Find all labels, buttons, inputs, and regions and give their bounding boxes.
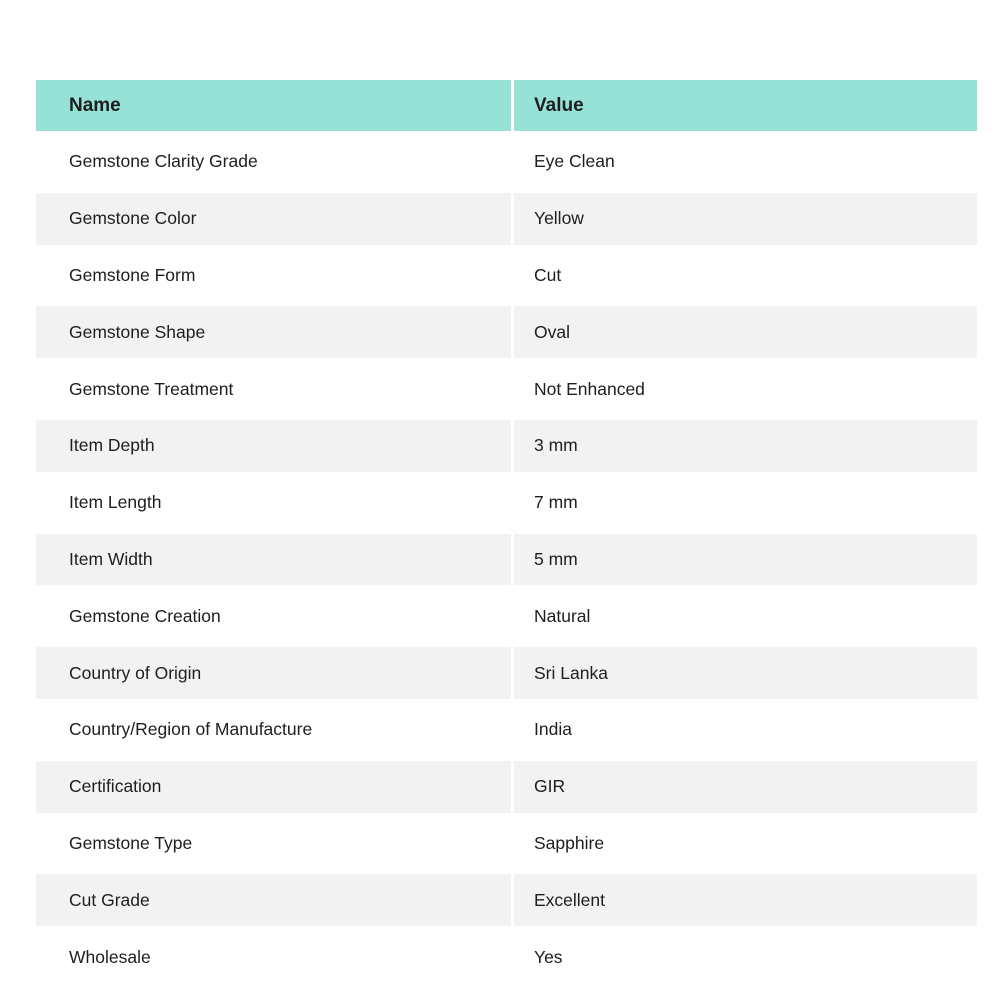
- spec-name-cell: Gemstone Clarity Grade: [69, 151, 258, 172]
- spec-value-cell: Sapphire: [534, 832, 605, 853]
- spec-value-cell: Oval: [514, 306, 977, 358]
- table-row: [36, 188, 977, 245]
- table-row: [36, 358, 977, 415]
- spec-value-cell: Eye Clean: [534, 151, 615, 172]
- table-row: [36, 813, 977, 870]
- table-row: [36, 869, 977, 926]
- spec-value-cell: 7 mm: [534, 492, 578, 513]
- spec-name-cell: Certification: [36, 761, 511, 813]
- spec-name-cell: Gemstone Type: [69, 832, 193, 853]
- spec-name-cell: Item Length: [69, 492, 162, 513]
- spec-name-cell: Item Width: [36, 534, 511, 586]
- spec-value-cell: Sri Lanka: [514, 647, 977, 699]
- column-header-name: Name: [36, 80, 511, 131]
- spec-value-cell: Yes: [534, 946, 563, 967]
- spec-name-cell: Country/Region of Manufacture: [69, 719, 313, 740]
- item-specifics-table: [36, 80, 977, 983]
- table-header-row: [36, 80, 977, 131]
- table-row: [36, 131, 977, 188]
- table-row: [36, 472, 977, 529]
- spec-name-cell: Gemstone Color: [36, 193, 511, 245]
- spec-value-cell: GIR: [514, 761, 977, 813]
- spec-name-cell: Gemstone Creation: [69, 605, 221, 626]
- table-body: [36, 131, 977, 983]
- spec-name-cell: Wholesale: [69, 946, 151, 967]
- table-row: [36, 301, 977, 358]
- table-row: [36, 245, 977, 302]
- spec-value-cell: 3 mm: [514, 420, 977, 472]
- table-row: [36, 585, 977, 642]
- column-header-value: Value: [514, 80, 977, 131]
- spec-value-cell: Excellent: [514, 874, 977, 926]
- spec-name-cell: Item Depth: [36, 420, 511, 472]
- spec-value-cell: Not Enhanced: [534, 378, 645, 399]
- table-row: [36, 756, 977, 813]
- spec-name-cell: Gemstone Treatment: [69, 378, 234, 399]
- table-row: [36, 529, 977, 586]
- spec-name-cell: Cut Grade: [36, 874, 511, 926]
- table-row: [36, 926, 977, 983]
- spec-value-cell: Natural: [534, 605, 591, 626]
- spec-name-cell: Gemstone Form: [69, 264, 196, 285]
- table-row: [36, 699, 977, 756]
- table-row: [36, 642, 977, 699]
- spec-value-cell: India: [534, 719, 572, 740]
- spec-value-cell: Cut: [534, 264, 562, 285]
- table-row: [36, 415, 977, 472]
- spec-name-cell: Country of Origin: [36, 647, 511, 699]
- spec-value-cell: 5 mm: [514, 534, 977, 586]
- spec-name-cell: Gemstone Shape: [36, 306, 511, 358]
- spec-value-cell: Yellow: [514, 193, 977, 245]
